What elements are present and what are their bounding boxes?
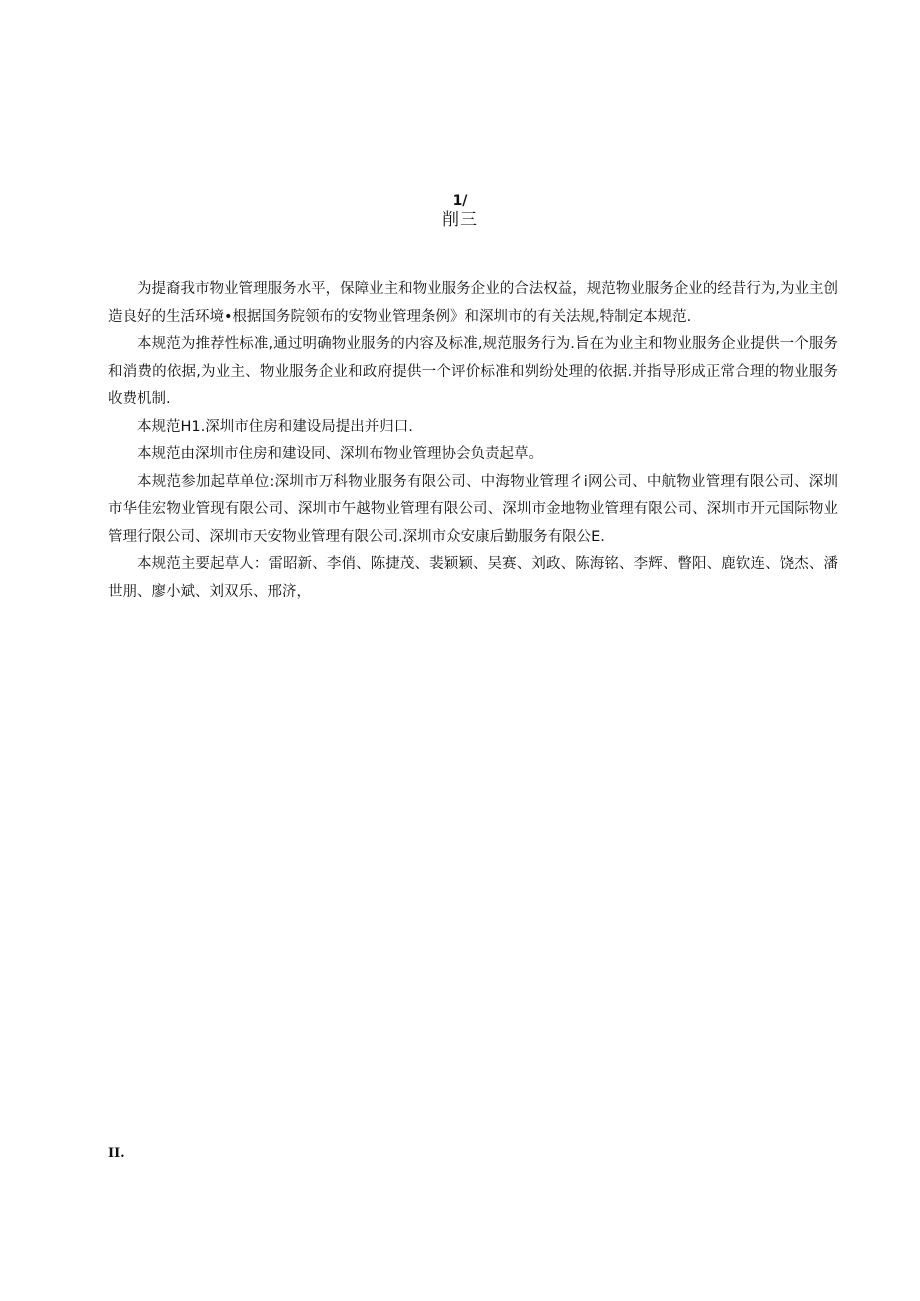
page-title: 削三 [442, 210, 478, 230]
paragraph-participating-units: 本规范参加起草单位:深圳市万科物业服务有限公司、中海物业管理彳i网公司、中航物业管理有限公司、深圳市华佳宏物业管现有限公司、深圳市午越物业管理有限公司、深圳市金地物业管理有限公司、深圳市开元国际物业管理行限公司、深圳市天安物业管理有限公司.深圳市众安康后勤服务有限公E. [108, 473, 838, 545]
paragraph-nature: 本规范为推荐性标准,通过明确物业服务的内容及标准,规范服务行为.旨在为业主和物业服务企业提供一个服务和消费的依据,为业主、物业服务企业和政府提供一个评价标准和刿纷处理的依据.并指导形成正常合理的物业服务收费机制. [108, 336, 838, 407]
paragraph-drafter: 本规范由深圳市住房和建设同、深圳布物业管理协会负责起草。 [137, 446, 543, 462]
body-text [108, 276, 838, 606]
page-number: II. [108, 1146, 125, 1161]
paragraph-main-drafters: 本规范主要起草人：雷昭新、李俏、陈捷茂、裴颖颖、吴赛、刘政、陈海铭、李辉、瞥阳、鹿钦连、饶杰、潘世朋、廖小斌、刘双乐、邢济， [108, 556, 838, 600]
paragraph-proposer: 本规范H1.深圳市住房和建设局提出并归口. [137, 418, 413, 435]
heading-mark: 1/ [452, 193, 468, 209]
paragraph-purpose: 为提裔我市物业管理服务水平，保障业主和物业服务企业的合法权益，规范物业服务企业的经昔行为,为业主创造良好的生活环境•根据国务院领布的安物业管理条例》和深圳市的有关法规,特制定本规范. [108, 281, 838, 325]
